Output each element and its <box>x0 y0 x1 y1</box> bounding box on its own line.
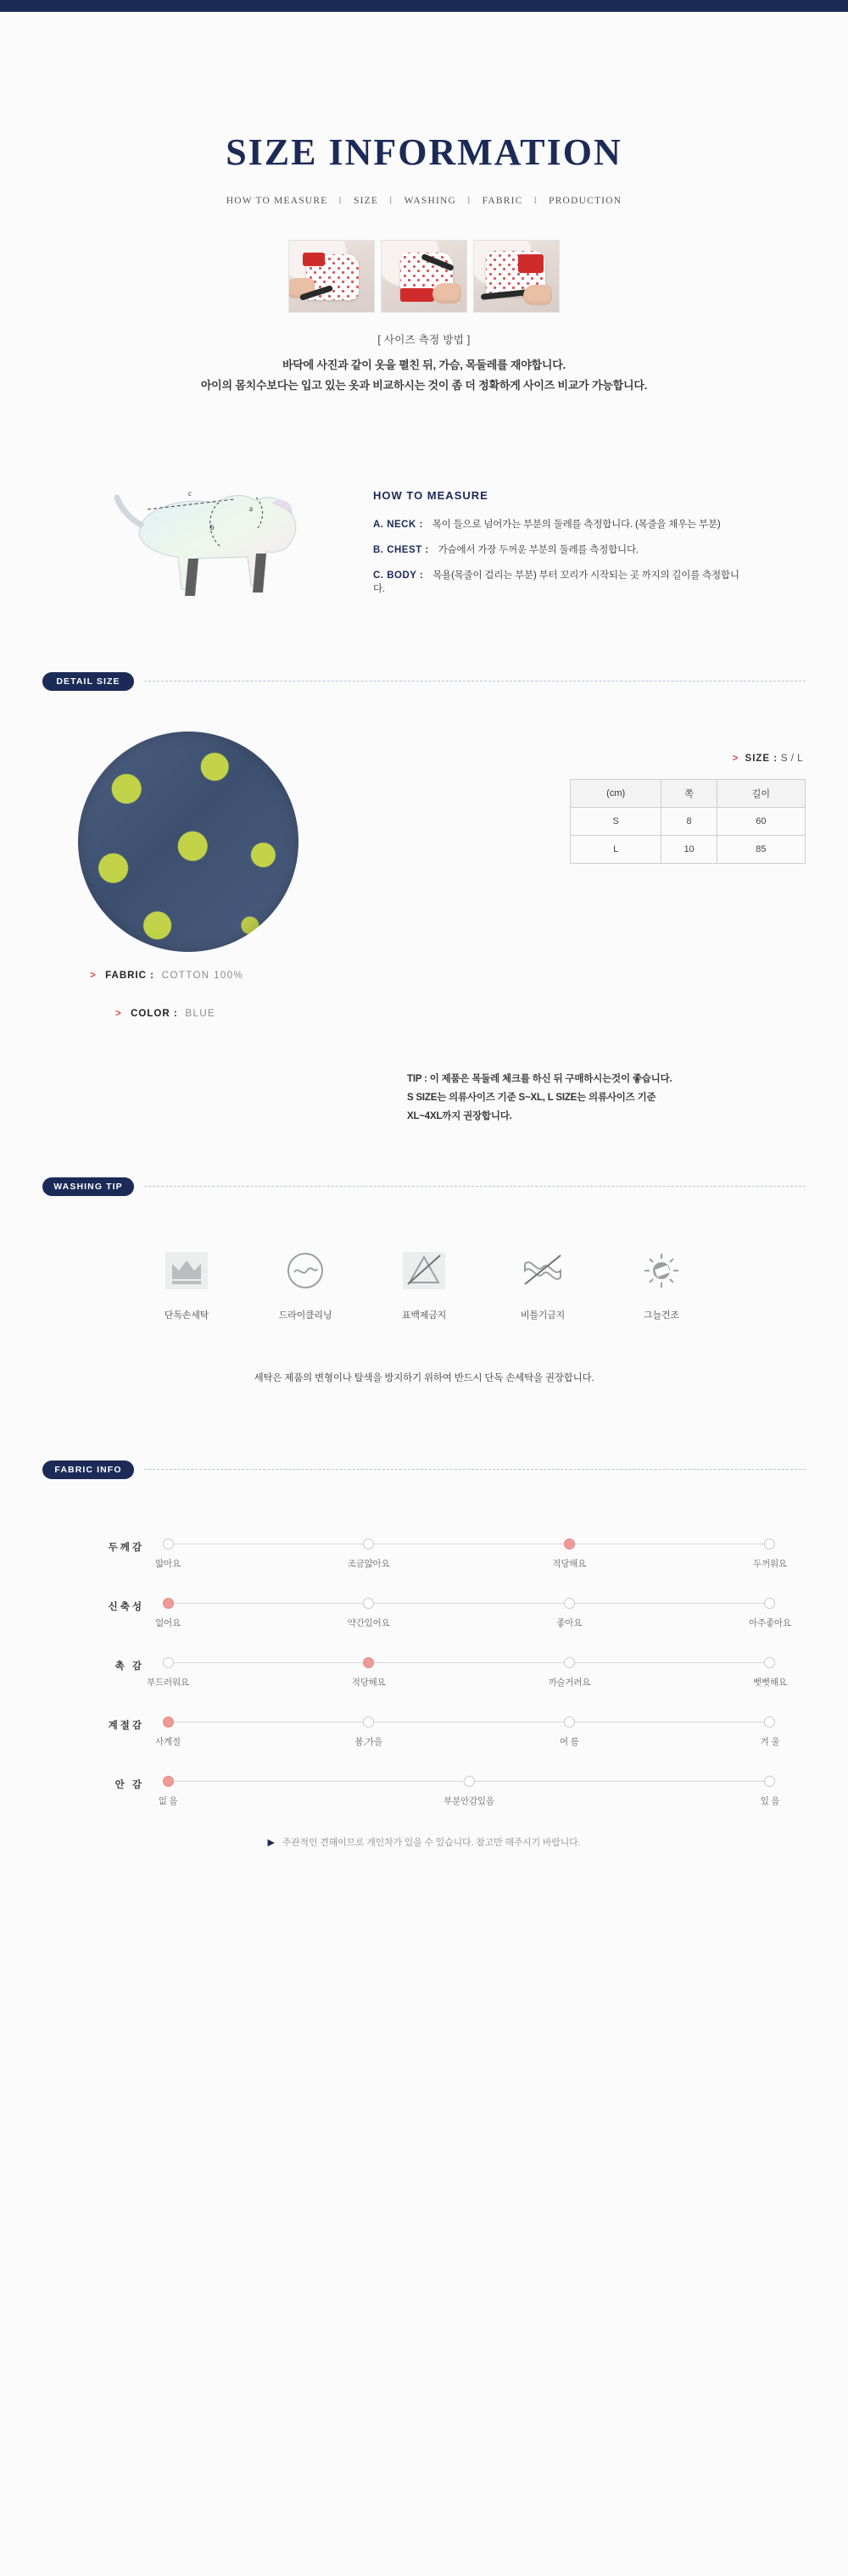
dry-clean-icon <box>277 1245 333 1296</box>
wash-item-shade-dry <box>622 1245 700 1321</box>
scale-node-2-selected[interactable] <box>564 1538 575 1549</box>
dog-illustration-svg <box>107 469 353 621</box>
cell-size-l: L <box>571 836 661 864</box>
no-wring-icon <box>515 1245 571 1296</box>
scale-option-2: 적당해요 <box>552 1558 587 1569</box>
scale-label-season: 계절감 <box>108 1720 144 1731</box>
scale-label-lining: 안 감 <box>114 1779 144 1790</box>
wash-item-no-wring <box>504 1245 582 1321</box>
nav-item-production[interactable]: PRODUCTION <box>549 196 622 206</box>
scale-option-2: 까슬거려요 <box>548 1677 591 1688</box>
scale-track-season <box>155 1716 780 1750</box>
scale-option-1: 조금얇아요 <box>347 1558 390 1569</box>
size-value-row <box>733 754 803 764</box>
svg-text:b: b <box>210 523 215 532</box>
nav-separator: l <box>389 196 393 206</box>
detail-size-header <box>42 672 806 691</box>
scale-option-3: 두꺼워요 <box>753 1558 787 1569</box>
nav-item-size[interactable]: SIZE <box>354 196 379 206</box>
arrow-marker-icon: > <box>732 754 739 765</box>
scale-node-0-selected[interactable] <box>163 1716 174 1728</box>
arrow-marker-icon: > <box>115 1009 122 1020</box>
scale-track-thickness <box>155 1538 787 1572</box>
fabric-info-header <box>42 1460 806 1479</box>
scale-node-1[interactable] <box>363 1598 374 1609</box>
scale-row-elasticity <box>42 1598 806 1632</box>
scale-option-3: 뻣뻣해요 <box>753 1677 787 1688</box>
scale-option-0: 부드러워요 <box>147 1677 189 1688</box>
color-key: COLOR : <box>131 1009 178 1020</box>
detail-size-body <box>42 691 806 1047</box>
size-tip-block <box>42 1047 806 1127</box>
scale-labels <box>158 1794 780 1807</box>
size-tip-line-2: S SIZE는 의류사이즈 기준 S~XL, L SIZE는 의류사이즈 기준 <box>407 1092 656 1103</box>
measure-photo-1 <box>288 240 375 313</box>
page-content <box>0 12 848 1849</box>
washing-tip-body <box>42 1196 806 1384</box>
scale-option-2: 좋아요 <box>556 1617 583 1628</box>
page-title: SIZE INFORMATION <box>226 131 622 173</box>
scale-node-3[interactable] <box>764 1716 775 1728</box>
intro-line-1: 바닥에 사진과 같이 옷을 펼친 뒤, 가슴, 목둘레를 재야합니다. <box>282 359 566 371</box>
table-header-width: 쪽 <box>661 780 717 808</box>
intro-caption: [ 사이즈 측정 방법 ] <box>377 334 471 346</box>
scale-option-0: 사계절 <box>155 1736 181 1747</box>
fabric-value: COTTON 100% <box>161 971 244 982</box>
size-tip-text <box>407 1071 806 1127</box>
scale-node-2[interactable] <box>564 1716 575 1728</box>
scale-labels <box>155 1557 787 1570</box>
title-section <box>0 12 848 206</box>
how-to-measure-text <box>373 489 746 607</box>
scale-node-0[interactable] <box>163 1657 174 1668</box>
table-header-length: 길이 <box>717 780 805 808</box>
wash-label-no-wring: 비틀기금지 <box>520 1310 566 1321</box>
scale-labels <box>155 1735 780 1748</box>
color-info-row <box>115 1009 215 1019</box>
wash-label-dry-clean: 드라이클리닝 <box>278 1310 332 1321</box>
nav-separator: l <box>533 196 538 206</box>
scale-option-1: 봄,가을 <box>354 1736 382 1747</box>
top-accent-bar <box>0 0 848 12</box>
wash-item-no-bleach <box>385 1245 463 1321</box>
nav-item-washing[interactable]: WASHING <box>404 196 457 206</box>
dog-diagram <box>107 469 353 621</box>
scale-nodes <box>163 1716 775 1728</box>
scale-label-elasticity: 신축성 <box>108 1601 144 1612</box>
color-value: BLUE <box>185 1009 216 1020</box>
intro-line-2: 아이의 몸치수보다는 입고 있는 옷과 비교하시는 것이 좀 더 정확하게 사이즈 비교가 가능합니다. <box>200 379 648 392</box>
measure-neck-text: 목이 들으로 넘어가는 부분의 둘레를 측정합니다. (목줄을 채우는 부분) <box>432 520 721 531</box>
scale-option-0: 없어요 <box>155 1617 181 1628</box>
size-tip-line-1: TIP : 이 제품은 목둘레 체크를 하신 뒤 구매하시는것이 좋습니다. <box>407 1074 672 1085</box>
scale-label-texture: 촉 감 <box>114 1661 144 1672</box>
scale-option-3: 아주좋아요 <box>749 1617 791 1628</box>
svg-text:a: a <box>249 504 253 514</box>
size-tip-line-3: XL~4XL까지 권장합니다. <box>407 1110 512 1121</box>
scale-node-1[interactable] <box>363 1716 374 1728</box>
cell-size-s: S <box>571 808 661 836</box>
table-row <box>571 808 806 836</box>
scale-option-1: 부분안감있음 <box>444 1795 494 1806</box>
scale-track-elasticity <box>155 1598 791 1632</box>
scale-node-1[interactable] <box>464 1776 475 1787</box>
scale-node-0[interactable] <box>163 1538 174 1549</box>
svg-text:c: c <box>188 489 192 498</box>
how-to-measure-section <box>102 469 746 621</box>
nav-item-fabric[interactable]: FABRIC <box>482 196 523 206</box>
scale-node-2[interactable] <box>564 1598 575 1609</box>
scale-nodes <box>163 1657 775 1668</box>
fabric-info-body <box>42 1479 806 1849</box>
scale-nodes <box>163 1776 775 1787</box>
shade-dry-icon <box>633 1245 689 1296</box>
no-bleach-icon <box>396 1245 452 1296</box>
measure-photo-3 <box>473 240 560 313</box>
nav-item-how-to-measure[interactable]: HOW TO MEASURE <box>226 196 328 206</box>
scale-option-2: 여 름 <box>560 1736 579 1747</box>
header-dash-line <box>144 681 806 682</box>
measure-neck-label: A. NECK : <box>373 520 423 531</box>
measure-body-text: 목욜(목줄이 걸리는 부분) 부터 꼬리가 시작되는 곳 까지의 길이를 측정합니다. <box>373 570 739 595</box>
scale-node-3[interactable] <box>764 1598 775 1609</box>
cell-width-l: 10 <box>661 836 717 864</box>
wash-label-shade-dry: 그늘건조 <box>644 1310 679 1321</box>
measure-chest-label: B. CHEST : <box>373 545 429 556</box>
wash-label-no-bleach: 표백제금지 <box>401 1310 447 1321</box>
nav-separator: l <box>467 196 471 206</box>
scale-label-thickness: 두께감 <box>108 1542 144 1553</box>
scale-labels <box>147 1676 787 1689</box>
detail-size-pill: DETAIL SIZE <box>42 672 134 691</box>
triangle-marker-icon: ▶ <box>267 1837 275 1848</box>
table-header-row <box>571 780 806 808</box>
cell-width-s: 8 <box>661 808 717 836</box>
scale-track-texture <box>147 1657 787 1691</box>
size-table <box>570 779 806 864</box>
scale-node-1-selected[interactable] <box>363 1657 374 1668</box>
scale-option-1: 약간있어요 <box>347 1617 390 1628</box>
scale-nodes <box>163 1538 775 1549</box>
measure-row-chest <box>373 542 746 556</box>
fabric-info-footer <box>42 1835 806 1849</box>
cell-length-l: 85 <box>717 836 805 864</box>
washing-tip-pill: WASHING TIP <box>42 1177 134 1196</box>
scale-node-3[interactable] <box>764 1657 775 1668</box>
scale-row-thickness <box>42 1538 806 1572</box>
fabric-info-footer-text: 주관적인 견해이므로 개인차가 있을 수 있습니다. 참고만 해주시기 바랍니다. <box>282 1837 581 1848</box>
cell-length-s: 60 <box>717 808 805 836</box>
scale-row-lining <box>42 1776 806 1810</box>
scale-node-2[interactable] <box>564 1657 575 1668</box>
scale-option-2: 있 음 <box>760 1795 780 1806</box>
fabric-info-pill: FABRIC INFO <box>42 1460 134 1479</box>
header-dash-line <box>144 1469 806 1471</box>
nav-separator: l <box>338 196 343 206</box>
scale-option-0: 얇아요 <box>155 1558 181 1569</box>
wash-item-hand-wash <box>148 1245 226 1321</box>
how-to-measure-title: HOW TO MEASURE <box>373 489 488 503</box>
measure-photo-2 <box>381 240 467 313</box>
measure-photo-strip <box>288 240 560 313</box>
size-value: S / L <box>780 754 803 765</box>
measure-row-body <box>373 568 746 595</box>
scale-node-0-selected[interactable] <box>163 1598 174 1609</box>
washing-note: 세탁은 제품의 변형이나 탈색을 방지하기 위하여 반드시 단독 손세탁을 권장합니다. <box>254 1372 594 1383</box>
measure-row-neck <box>373 517 746 531</box>
wash-label-hand-wash: 단독손세탁 <box>164 1310 209 1321</box>
section-nav <box>0 196 848 206</box>
scale-track-lining <box>158 1776 780 1810</box>
hand-wash-icon <box>159 1245 215 1296</box>
measure-body-label: C. BODY : <box>373 570 424 581</box>
fabric-swatch-image <box>78 732 298 952</box>
scale-option-0: 없 음 <box>158 1795 178 1806</box>
scale-node-1[interactable] <box>363 1538 374 1549</box>
scale-row-texture <box>42 1657 806 1691</box>
scale-nodes <box>163 1598 775 1609</box>
intro-lines <box>0 355 848 396</box>
arrow-marker-icon: > <box>90 971 97 982</box>
scale-node-0-selected[interactable] <box>163 1776 174 1787</box>
measure-chest-text: 가슴에서 가장 두꺼운 부분의 둘레를 측정합니다. <box>438 545 639 556</box>
washing-icon-list <box>42 1245 806 1321</box>
header-dash-line <box>144 1186 806 1188</box>
table-row <box>571 836 806 864</box>
size-key: SIZE : <box>745 754 778 765</box>
scale-node-2[interactable] <box>764 1776 775 1787</box>
table-header-cm: (cm) <box>571 780 661 808</box>
scale-option-3: 겨 울 <box>760 1736 780 1747</box>
scale-option-1: 적당해요 <box>351 1677 386 1688</box>
fabric-key: FABRIC : <box>105 971 154 982</box>
wash-item-dry-clean <box>266 1245 344 1321</box>
fabric-info-row <box>90 971 243 981</box>
washing-tip-header <box>42 1177 806 1196</box>
scale-row-season <box>42 1716 806 1750</box>
scale-node-3[interactable] <box>764 1538 775 1549</box>
scale-labels <box>155 1616 791 1629</box>
